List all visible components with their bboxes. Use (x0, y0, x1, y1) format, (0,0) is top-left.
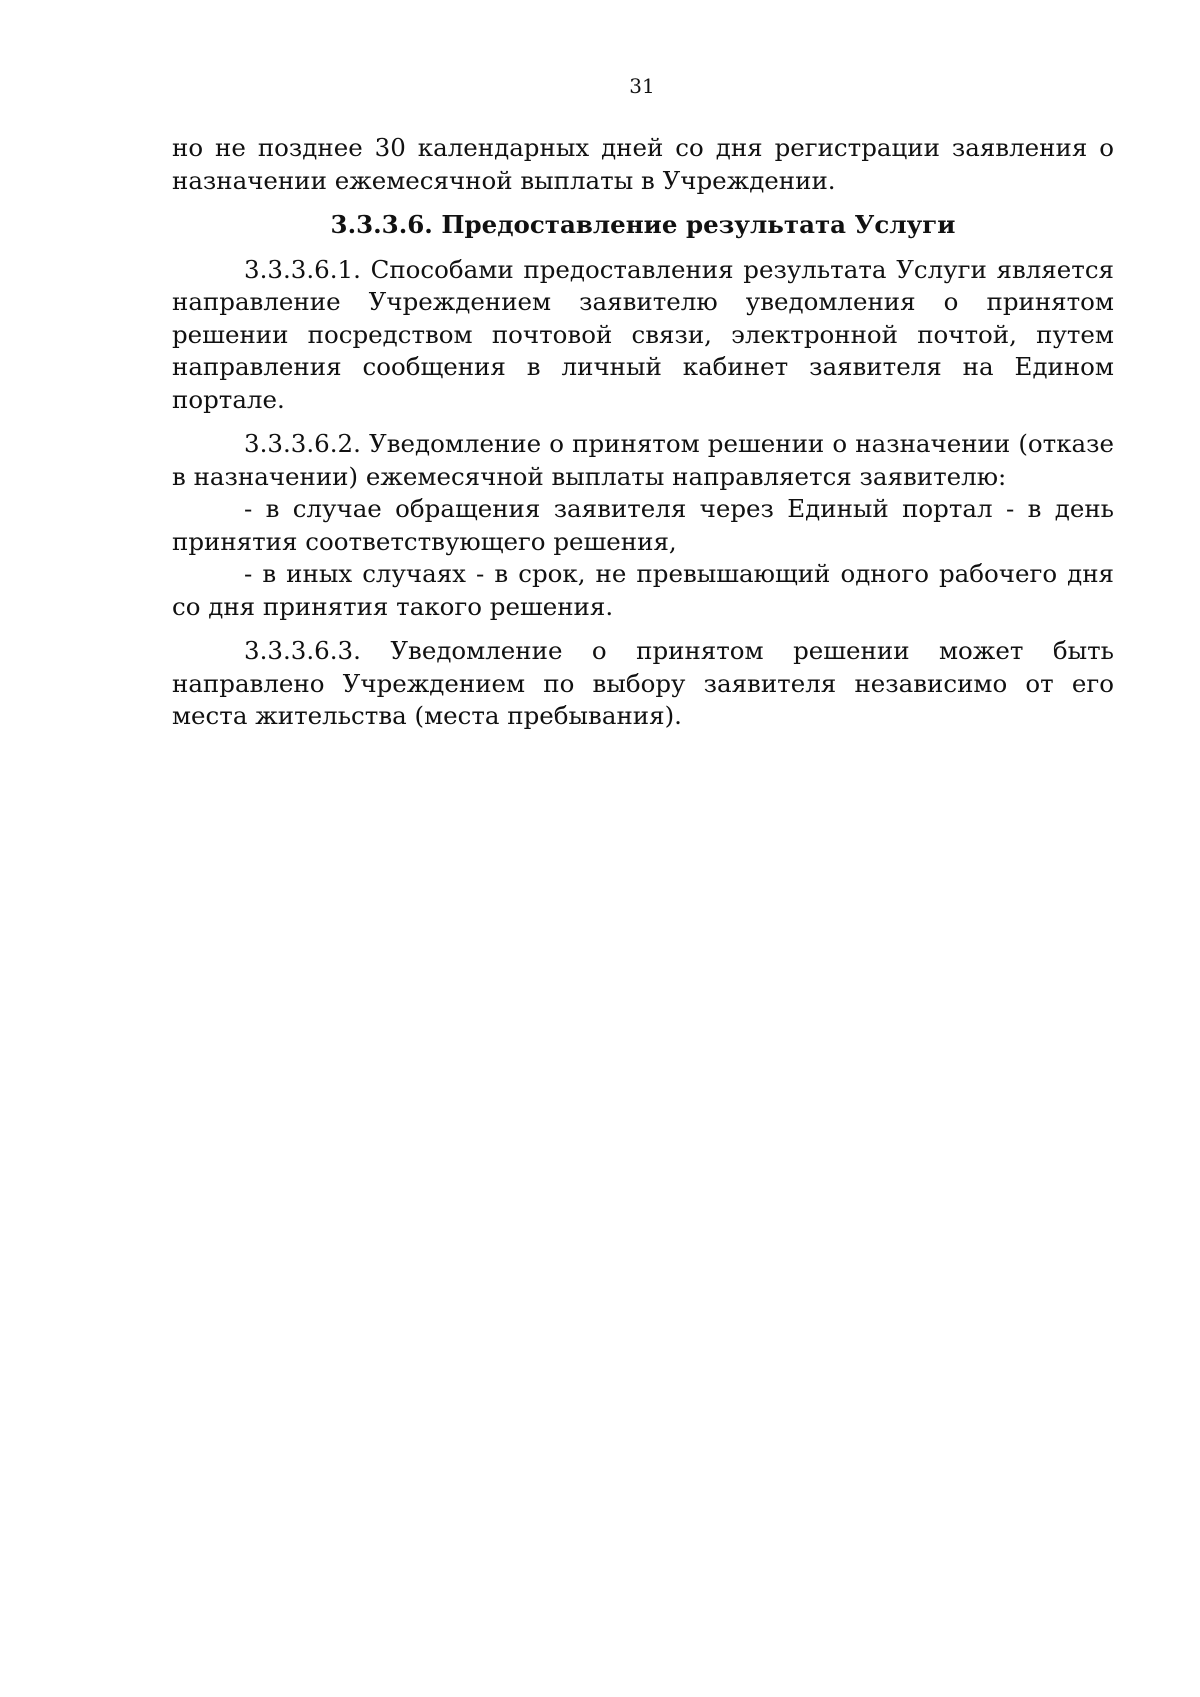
list-item-other-cases: - в иных случаях - в срок, не превышающий одного рабочего дня со дня принятия такого решения. (172, 559, 1114, 621)
section-heading: 3.3.3.6. Предоставление результата Услуги (330, 210, 956, 239)
paragraph-3-3-3-6-3: 3.3.3.6.3. Уведомление о принятом решении может быть направлено Учреждением по выбору заявителя независимо от его места жительства (места пребывания). (172, 636, 1114, 730)
page-number: 31 (629, 74, 655, 98)
paragraph-3-3-3-6-1: 3.3.3.6.1. Способами предоставления результата Услуги является направление Учреждением заявителю уведомления о принятом решении посредством почтовой связи, электронной почтой, путем направления сообщения в личный кабинет заявителя на Едином портале. (172, 254, 1114, 414)
list-item-single-portal: - в случае обращения заявителя через Единый портал - в день принятия соответствующего решения, (172, 494, 1114, 556)
document-body (172, 132, 1114, 733)
intro-paragraph: но не позднее 30 календарных дней со дня регистрации заявления о назначении ежемесячной выплаты в Учреждении. (172, 133, 1114, 195)
paragraph-3-3-3-6-2: 3.3.3.6.2. Уведомление о принятом решении о назначении (отказе в назначении) ежемесячной выплаты направляется заявителю: (172, 429, 1114, 491)
